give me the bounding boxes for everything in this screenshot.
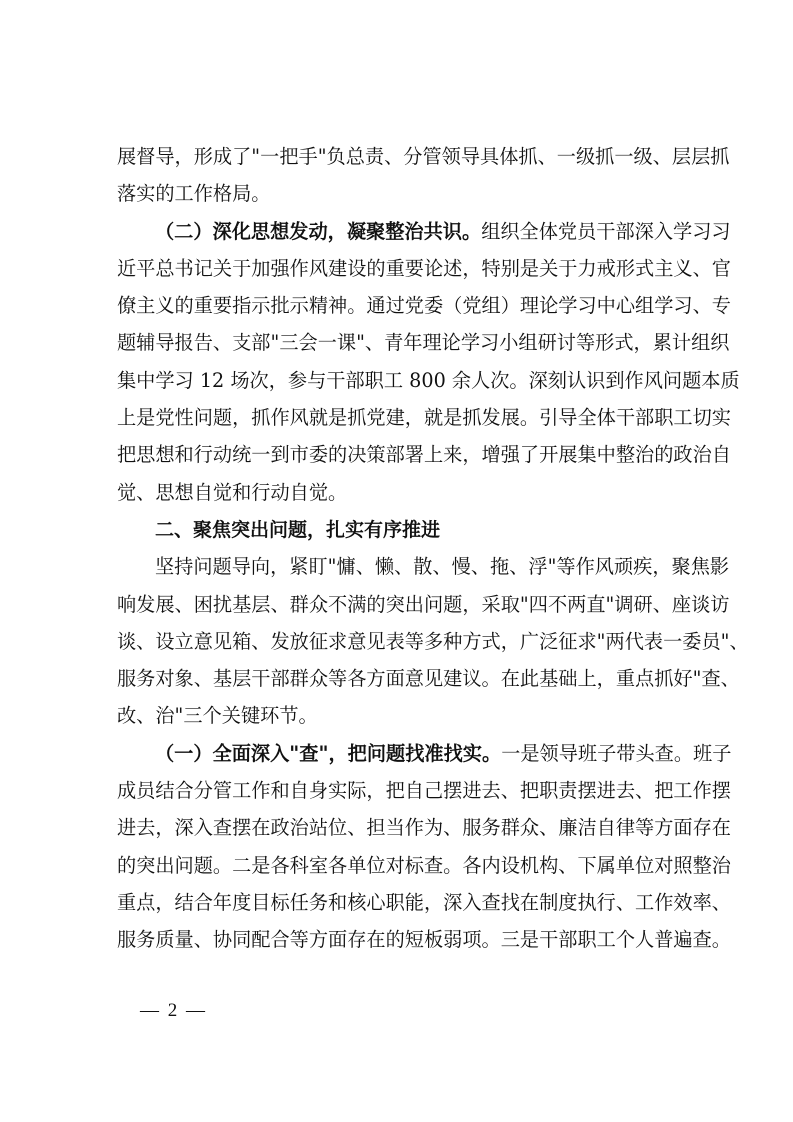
text-line	[117, 254, 731, 291]
text-line	[117, 627, 749, 664]
text-span: 一是领导班子带头查。班子	[501, 741, 732, 765]
text-line	[117, 664, 740, 701]
document-body	[117, 142, 749, 963]
text-line	[117, 776, 731, 813]
text-line	[117, 142, 730, 179]
text-span: 谈、设立意见箱、发放征求意见表等多种方式，广泛征求"两代表一委员"、	[117, 629, 749, 653]
text-line	[117, 590, 730, 627]
bold-lead-phrase: （一）全面深入"查"，把问题找准找实。	[155, 741, 502, 765]
text-span: 上是党性问题，抓作风就是抓党建，就是抓发展。引导全体干部职工切实	[117, 406, 731, 430]
text-line	[117, 739, 732, 776]
text-line	[117, 851, 731, 888]
heading-text: 二、聚焦突出问题，扎实有序推进	[155, 518, 441, 541]
text-line	[117, 888, 731, 925]
text-span: 近平总书记关于加强作风建设的重要论述，特别是关于力戒形式主义、官	[117, 256, 731, 280]
text-line	[117, 328, 730, 365]
page-number: — 2 —	[140, 1000, 207, 1021]
text-line	[117, 925, 731, 962]
text-span: 题辅导报告、支部"三会一课"、青年理论学习小组研讨等形式，累计组织	[117, 331, 730, 355]
text-span: 改、治"三个关键环节。	[117, 704, 318, 728]
text-line	[117, 179, 677, 216]
text-line	[117, 366, 740, 403]
text-span: 的突出问题。二是各科室各单位对标查。各内设机构、下属单位对照整治	[117, 853, 731, 877]
text-span: 把思想和行动统一到市委的决策部署上来，增强了开展集中整治的政治自	[117, 443, 731, 467]
text-span: 僚主义的重要指示批示精神。通过党委（党组）理论学习中心组学习、专	[117, 294, 731, 318]
text-span: 成员结合分管工作和自身实际，把自己摆进去、把职责摆进去、把工作摆	[117, 779, 731, 803]
text-line	[117, 217, 731, 254]
text-line	[117, 478, 677, 515]
text-line	[117, 440, 731, 477]
text-span: 集中学习 12 场次，参与干部职工 800 余人次。深刻认识到作风问题本质	[117, 368, 740, 392]
text-line	[117, 291, 731, 328]
text-line	[117, 552, 730, 589]
text-span: 落实的工作格局。	[117, 182, 271, 206]
bold-lead-phrase: （二）深化思想发动，凝聚整治共识。	[155, 219, 482, 243]
text-span: 坚持问题导向，紧盯"慵、懒、散、慢、拖、浮"等作风顽疾，聚焦影	[155, 555, 730, 579]
text-line	[117, 403, 731, 440]
text-span: 觉、思想自觉和行动自觉。	[117, 480, 348, 504]
text-span: 重点，结合年度目标任务和核心职能，深入查找在制度执行、工作效率、	[117, 890, 731, 914]
text-line	[117, 701, 677, 738]
text-span: 服务质量、协同配合等方面存在的短板弱项。三是干部职工个人普遍查。	[117, 928, 731, 952]
text-span: 组织全体党员干部深入学习习	[481, 219, 731, 243]
text-span: 展督导，形成了"一把手"负总责、分管领导具体抓、一级抓一级、层层抓	[117, 145, 730, 168]
text-span: 进去，深入查摆在政治站位、担当作为、服务群众、廉洁自律等方面存在	[117, 816, 731, 840]
text-span: 响发展、困扰基层、群众不满的突出问题，采取"四不两直"调研、座谈访	[117, 592, 730, 616]
text-span: 服务对象、基层干部群众等各方面意见建议。在此基础上，重点抓好"查、	[117, 667, 740, 691]
text-line	[117, 813, 731, 850]
section-heading	[117, 515, 677, 552]
